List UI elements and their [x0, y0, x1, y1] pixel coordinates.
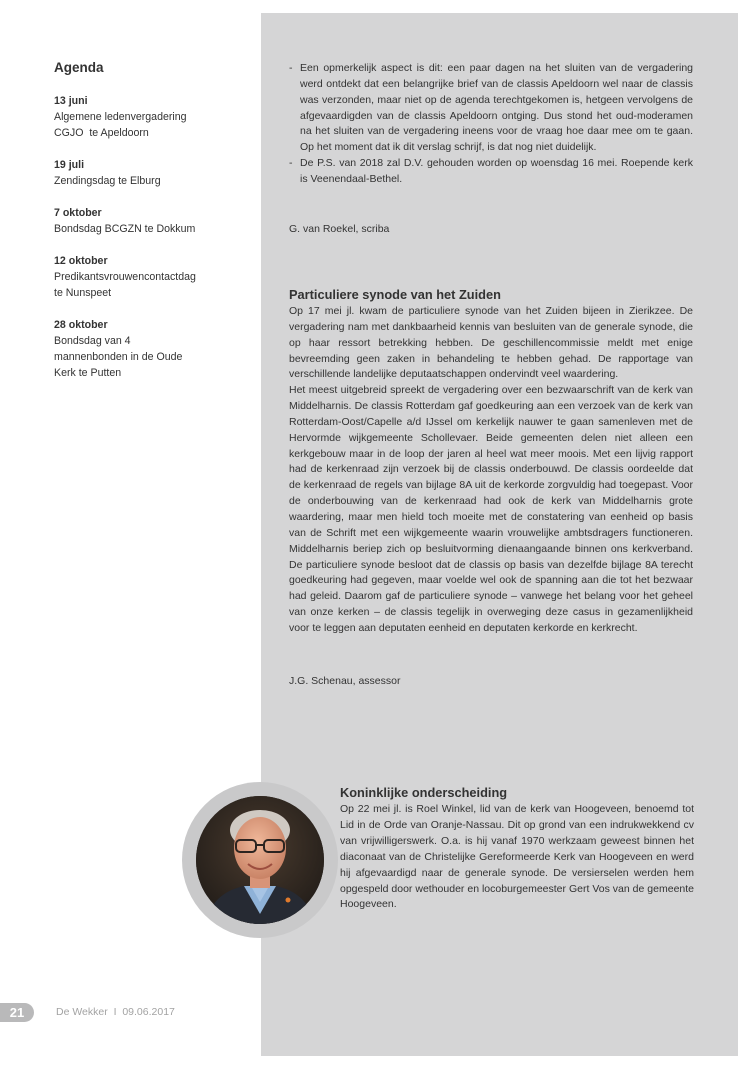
agenda-desc-line: Predikantsvrouwencontactdag — [54, 271, 196, 283]
report-bullet-list — [289, 61, 693, 188]
honor-paragraph: Op 22 mei jl. is Roel Winkel, lid van de kerk van Hoogeveen, benoemd tot Lid in de Orde van Oranje-Nassau. Dit op grond van een indrukwekkend cv van vrijwilligerswerk. O.a. is hij vanaf 1970 werkzaam geweest binnen het diaconaat van de Christelijke Gereformeerde Kerk van Hoogeveen en werd hij afgevaardigd naar de generale synode. De versierselen werden hem opgespeld door wethouder en locoburgemeester Gert Vos van de gemeente Hoogeveen. — [340, 803, 694, 911]
honor-article — [340, 785, 694, 913]
portrait-photo — [196, 796, 324, 924]
agenda-item — [54, 93, 244, 141]
agenda-desc-line: Kerk te Putten — [54, 367, 122, 379]
agenda-date: 28 oktober — [54, 319, 108, 331]
report-signature: G. van Roekel, scriba — [289, 223, 390, 235]
agenda-date: 7 oktober — [54, 207, 102, 219]
synode-paragraph: Op 17 mei jl. kwam de particuliere synode van het Zuiden bijeen in Zierikzee. De vergadering nam met dankbaarheid kennis van besluiten van de generale synode, die op haar ressort betrekking hebben. De geschillencommissie meldt met enige bevreemding geen zaken in behandeling te hebben gehad. De rapportage van verschillende landelijke deputaatschappen ondervindt veel waardering. — [289, 305, 693, 381]
agenda-item — [54, 157, 244, 189]
agenda-sidebar — [54, 60, 244, 397]
bullet-dash: - — [289, 157, 293, 170]
bullet-text: Een opmerkelijk aspect is dit: een paar dagen na het sluiten van de vergadering werd ontdekt dat een belangrijke brief van de classis Apeldoorn wel naar de classis was verzonden, maar niet op de agenda terechtgekomen is, hetgeen vervolgens de afgevaardigden van de classis Apeldoorn ontging. Dus stond het oud-moderamen na het sluiten van de vergadering ineens voor de vraag hoe daar mee om te gaan. Op het moment dat ik dit verslag schrijf, is dat nog niet duidelijk. — [300, 62, 693, 154]
honor-title: Koninklijke onderscheiding — [340, 785, 508, 800]
report-bullet — [289, 61, 693, 156]
bullet-dash: - — [289, 62, 293, 74]
agenda-title: Agenda — [54, 60, 104, 75]
synode-title: Particuliere synode van het Zuiden — [289, 287, 501, 302]
agenda-desc-line: Zendingsdag te Elburg — [54, 175, 161, 187]
agenda-desc-line: te Nunspeet — [54, 287, 112, 299]
page-number-badge: 21 — [0, 1003, 34, 1022]
synode-article — [289, 287, 693, 637]
agenda-item — [54, 253, 244, 301]
footer-publication: De Wekker I 09.06.2017 — [56, 1006, 175, 1018]
agenda-desc-line: CGJO te Apeldoorn — [54, 127, 149, 139]
agenda-item — [54, 205, 244, 237]
agenda-date: 12 oktober — [54, 255, 108, 267]
bullet-text: De P.S. van 2018 zal D.V. gehouden worden op woensdag 16 mei. Roepende kerk is Veenendaal-Bethel. — [300, 157, 693, 185]
agenda-item — [54, 317, 244, 381]
synode-paragraph: Het meest uitgebreid spreekt de vergadering over een bezwaarschrift van de kerk van Middelharnis. De classis Rotterdam gaf goedkeuring aan een verzoek van de kerk van Rotterdam-Oost/Capelle a/d IJssel om kerkelijk nauwer te gaan samenleven met de Hervormde wijkgemeente Schollevaer. Beide gemeenten delen niet alleen een kerkgebouw maar in de loop der jaren al heel wat meer moois. Met een lijvig rapport had de kerkenraad zijn verzoek bij de classis onderbouwd. De classis oordeelde dat de kerkenraad de regels van bijlage 8A uit de kerkorde zorgvuldig had toegepast. Voor de onderbouwing van de kerkenraad had ook de kerk van Middelharnis grote waardering, maar men hield toch moeite met de constatering van eenheid op basis van de Schrift met een wijkgemeente waarin vrouwelijke ambtsdragers functioneren. Middelharnis beriep zich op besluitvorming dienaangaande binnen ons kerkverband. De particuliere synode besloot dat de classis op basis van dezelfde bijlage 8A terecht goedkeuring had gegeven, maar voelde wel ook de spanning aan die tot het bezwaar had geleid. Daarom gaf de particuliere synode – vanwege het belang voor het geheel van onze kerken – de classis tegelijk in overweging deze casus in gezamenlijkheid voor te leggen aan deputaten eenheid en deputaten kerkorde en kerkrecht. — [289, 384, 693, 634]
agenda-desc-line: Algemene ledenvergadering — [54, 111, 187, 123]
report-bullet — [289, 156, 693, 188]
agenda-date: 19 juli — [54, 159, 85, 171]
agenda-desc-line: mannenbonden in de Oude — [54, 351, 183, 363]
portrait-illustration — [196, 796, 324, 924]
synode-signature: J.G. Schenau, assessor — [289, 675, 401, 687]
agenda-date: 13 juni — [54, 95, 88, 107]
agenda-desc-line: Bondsdag BCGZN te Dokkum — [54, 223, 196, 235]
agenda-desc-line: Bondsdag van 4 — [54, 335, 131, 347]
